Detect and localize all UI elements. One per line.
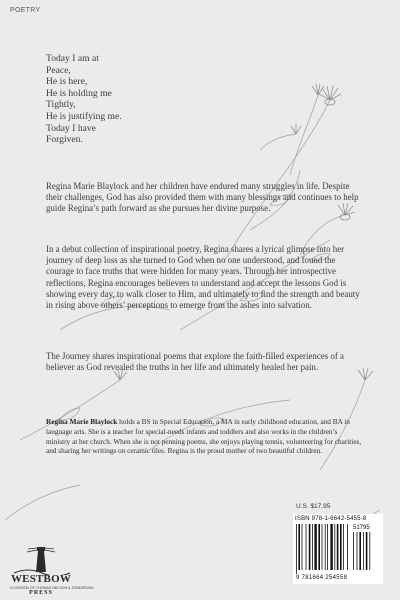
description-paragraph: In a debut collection of inspirational poetry, Regina shares a lyrical glimpse into her journey of deep loss as she turned to God when no one understood, and found the courage to face truths that were hidden for many years. Through her introspective reflections, Regina encourages believers to understand and accept the lessons God is showing every day, to walk closer to Him, and ultimately to find the strength and beauty in rising above others’ perceptions to emerge from the ashes into salvation. (46, 244, 360, 311)
poem-line: Forgiven. (46, 134, 83, 146)
poem-excerpt (46, 53, 122, 146)
author-name: Regina Marie Blaylock (46, 418, 118, 426)
addon-code: 51795 (353, 525, 370, 531)
poem-line: He is holding me (46, 87, 112, 99)
price-label: U.S. $17.95 (296, 503, 331, 510)
barcode-number: 9 781664 254558 (296, 575, 348, 581)
isbn-barcode (293, 514, 383, 584)
poem-line: He is here, (46, 76, 88, 88)
publisher-name: WESTBOW (10, 573, 72, 585)
genre-label: POETRY (10, 7, 41, 14)
isbn-label: ISBN 978-1-6642-5455-8 (295, 516, 367, 522)
description-paragraph: Regina Marie Blaylock and her children have endured many struggles in life. Despite their challenges, God has also provided them with many blessings and continues to help guide Regina’s path forward as she pursues her divine purpose. (46, 181, 359, 214)
publisher-division: A DIVISION OF THOMAS NELSON & ZONDERVAN (10, 586, 94, 590)
addon-barcode (351, 523, 381, 575)
lighthouse-icon (10, 545, 72, 575)
poem-line: Today I have (46, 122, 96, 134)
publisher-logo (10, 545, 94, 596)
poem-line: Peace, (46, 64, 71, 76)
author-bio (46, 418, 362, 457)
poem-line: He is justifying me. (46, 110, 122, 122)
author-bio-text: holds a BS in Special Education, a MA in early childhood education, and BA in language arts. She is a teacher for special-needs infants and toddlers and also works in the children’s ministry at her church. When she is not penning poems, she enjoys playing tennis, volunteering for charities, and sharing her writings on ceramic tiles. Regina is the proud mother of two beautiful children. (46, 418, 362, 456)
poem-line: Tightly, (46, 99, 76, 111)
publisher-press: PRESS (29, 590, 53, 596)
description-paragraph: The Journey shares inspirational poems that explore the faith-filled experiences of a believer as God revealed the truths in her life and ultimately healed her pain. (46, 351, 344, 373)
poem-line: Today I am at (46, 53, 99, 64)
